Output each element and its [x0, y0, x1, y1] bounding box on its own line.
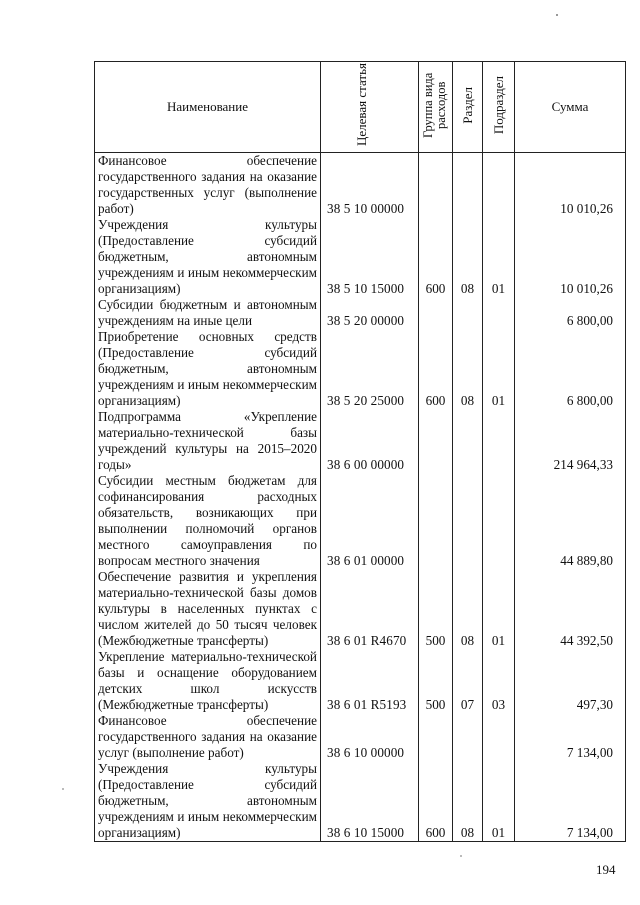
table-row [95, 329, 626, 409]
table-header [95, 62, 626, 153]
row-target: 38 6 10 00000 [321, 713, 419, 761]
row-name: Субсидии местным бюджетам для софинансирования расходных обязательств, возникающих при выполнении полномочий органов местного самоуправления по вопросам местного значения [95, 473, 321, 569]
table-row [95, 649, 626, 713]
row-razdel [453, 153, 483, 218]
row-podrazdel: 01 [483, 761, 515, 842]
row-podrazdel: 03 [483, 649, 515, 713]
row-group [419, 297, 453, 329]
row-podrazdel: 01 [483, 569, 515, 649]
row-name: Обеспечение развития и укрепления материально-технической базы домов культуры в населенных пунктах с числом жителей до 50 тысяч человек (Межбюджетные трансферты) [95, 569, 321, 649]
row-razdel: 08 [453, 569, 483, 649]
scan-speck [62, 788, 64, 790]
row-sum: 10 010,26 [515, 153, 626, 218]
row-sum: 44 889,80 [515, 473, 626, 569]
header-target: Целевая статья [321, 62, 419, 153]
row-razdel [453, 297, 483, 329]
row-name: Укрепление материально-технической базы и оснащение оборудованием детских школ искусств (Межбюджетные трансферты) [95, 649, 321, 713]
row-target: 38 5 20 25000 [321, 329, 419, 409]
row-target: 38 5 20 00000 [321, 297, 419, 329]
row-group [419, 713, 453, 761]
row-target: 38 5 10 15000 [321, 217, 419, 297]
row-group: 600 [419, 761, 453, 842]
row-target: 38 6 01 R4670 [321, 569, 419, 649]
table-row [95, 569, 626, 649]
row-name: Учреждения культуры (Предоставление субсидий бюджетным, автономным учреждениям и иным некоммерческим организациям) [95, 217, 321, 297]
table-row [95, 473, 626, 569]
row-group: 600 [419, 329, 453, 409]
row-podrazdel [483, 153, 515, 218]
header-sum: Сумма [515, 62, 626, 153]
row-target: 38 6 01 R5193 [321, 649, 419, 713]
row-target: 38 5 10 00000 [321, 153, 419, 218]
row-razdel [453, 409, 483, 473]
row-sum: 7 134,00 [515, 761, 626, 842]
row-podrazdel [483, 713, 515, 761]
row-target: 38 6 01 00000 [321, 473, 419, 569]
table-row [95, 217, 626, 297]
row-sum: 497,30 [515, 649, 626, 713]
row-group [419, 473, 453, 569]
row-podrazdel [483, 473, 515, 569]
row-name: Учреждения культуры (Предоставление субсидий бюджетным, автономным учреждениям и иным некоммерческим организациям) [95, 761, 321, 842]
page-number: 194 [596, 862, 616, 877]
row-razdel: 08 [453, 761, 483, 842]
budget-table [94, 61, 626, 842]
row-target: 38 6 00 00000 [321, 409, 419, 473]
table-row [95, 409, 626, 473]
row-group [419, 409, 453, 473]
row-name: Приобретение основных средств (Предоставление субсидий бюджетным, автономным учреждениям и иным некоммерческим организациям) [95, 329, 321, 409]
row-sum: 214 964,33 [515, 409, 626, 473]
row-podrazdel [483, 409, 515, 473]
header-podrazdel: Подраздел [483, 62, 515, 153]
row-sum: 6 800,00 [515, 297, 626, 329]
row-razdel [453, 473, 483, 569]
row-podrazdel: 01 [483, 217, 515, 297]
table-row [95, 297, 626, 329]
header-name: Наименование [95, 62, 321, 153]
row-razdel: 08 [453, 329, 483, 409]
row-name: Субсидии бюджетным и автономным учреждениям на иные цели [95, 297, 321, 329]
row-sum: 6 800,00 [515, 329, 626, 409]
row-podrazdel: 01 [483, 329, 515, 409]
row-target: 38 6 10 15000 [321, 761, 419, 842]
row-group: 600 [419, 217, 453, 297]
header-group: Группа вида расходов [419, 62, 453, 153]
row-name: Финансовое обеспечение государственного задания на оказание государственных услуг (выполнение работ) [95, 153, 321, 218]
row-sum: 44 392,50 [515, 569, 626, 649]
row-group [419, 153, 453, 218]
row-group: 500 [419, 649, 453, 713]
scan-speck [460, 855, 462, 857]
row-name: Подпрограмма «Укрепление материально-технической базы учреждений культуры на 2015–2020 годы» [95, 409, 321, 473]
table-row [95, 761, 626, 842]
header-razdel: Раздел [453, 62, 483, 153]
row-razdel [453, 713, 483, 761]
row-sum: 7 134,00 [515, 713, 626, 761]
row-podrazdel [483, 297, 515, 329]
row-sum: 10 010,26 [515, 217, 626, 297]
table-row [95, 713, 626, 761]
scan-speck [556, 14, 558, 16]
row-razdel: 08 [453, 217, 483, 297]
row-group: 500 [419, 569, 453, 649]
row-name: Финансовое обеспечение государственного задания на оказание услуг (выполнение работ) [95, 713, 321, 761]
row-razdel: 07 [453, 649, 483, 713]
table-row [95, 153, 626, 218]
table-body [95, 153, 626, 842]
